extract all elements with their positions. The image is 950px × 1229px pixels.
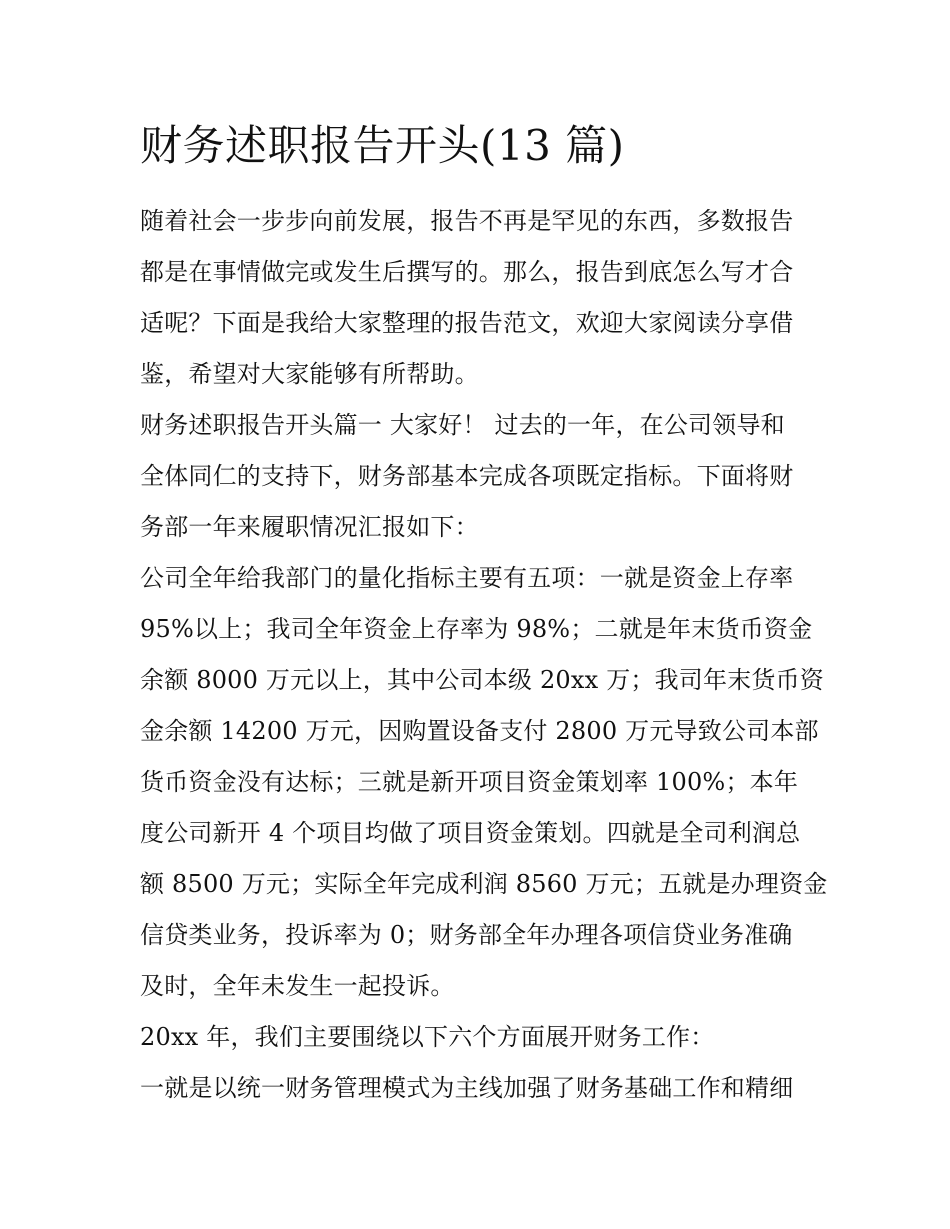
text-line: 鉴，希望对大家能够有所帮助。 bbox=[140, 360, 479, 388]
text-line: 一就是以统一财务管理模式为主线加强了财务基础工作和精细 bbox=[140, 1074, 794, 1102]
text-line: 都是在事情做完或发生后撰写的。那么，报告到底怎么写才合 bbox=[140, 258, 794, 286]
text-line: 适呢？下面是我给大家整理的报告范文，欢迎大家阅读分享借 bbox=[140, 309, 794, 337]
text-line: 度公司新开 4 个项目均做了项目资金策划。四就是全司利润总 bbox=[140, 819, 801, 847]
text-line: 20xx 年，我们主要围绕以下六个方面展开财务工作： bbox=[140, 1023, 715, 1051]
text-line: 全体同仁的支持下，财务部基本完成各项既定指标。下面将财 bbox=[140, 462, 794, 490]
text-line: 金余额 14200 万元，因购置设备支付 2800 万元导致公司本部 bbox=[140, 717, 819, 745]
text-line: 信贷类业务，投诉率为 0；财务部全年办理各项信贷业务准确 bbox=[140, 921, 793, 949]
text-line: 及时，全年未发生一起投诉。 bbox=[140, 972, 455, 1000]
text-line: 务部一年来履职情况汇报如下： bbox=[140, 513, 479, 541]
text-line: 财务述职报告开头篇一 大家好！ 过去的一年，在公司领导和 bbox=[140, 411, 785, 439]
text-line: 余额 8000 万元以上，其中公司本级 20xx 万；我司年末货币资 bbox=[140, 666, 825, 694]
text-line: 95%以上；我司全年资金上存率为 98%；二就是年末货币资金 bbox=[140, 615, 813, 643]
document-title: 财务述职报告开头(13 篇) bbox=[140, 121, 625, 170]
text-line: 公司全年给我部门的量化指标主要有五项：一就是资金上存率 bbox=[140, 564, 794, 592]
text-line: 随着社会一步步向前发展，报告不再是罕见的东西，多数报告 bbox=[140, 207, 794, 235]
text-line: 货币资金没有达标；三就是新开项目资金策划率 100%；本年 bbox=[140, 768, 799, 796]
text-line: 额 8500 万元；实际全年完成利润 8560 万元；五就是办理资金 bbox=[140, 870, 828, 898]
